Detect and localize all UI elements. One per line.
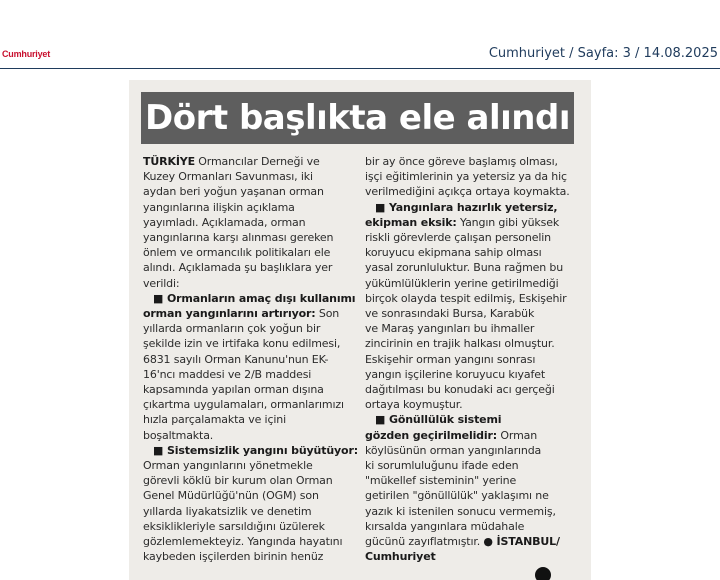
text-line <box>143 367 365 382</box>
bold-lead: Sistemsizlik yangını büyütüyor: <box>166 443 358 457</box>
article-headline: Dört başlıkta ele alındı <box>145 98 570 138</box>
bullet-square: ■ <box>375 413 389 427</box>
text-line <box>365 245 578 260</box>
text-line <box>143 169 365 184</box>
ink-blot-mark <box>535 567 551 580</box>
text-line <box>143 382 365 397</box>
body-text: yangın işçilerine koruyucu kıyafet <box>365 367 545 381</box>
body-text: yükümlülüklerin yerine getirilmediği <box>365 276 559 290</box>
text-line <box>365 549 578 564</box>
text-line <box>365 184 578 199</box>
body-text: Kuzey Ormanları Savunması, iki <box>143 170 313 184</box>
bold-lead: Ormanların amaç dışı kullanımı <box>166 291 356 305</box>
body-text: riskli görevlerde çalışan personelin <box>365 231 551 245</box>
body-text: yazık ki istenilen sonucu vermemiş, <box>365 504 556 518</box>
body-text: ki sorumluluğunu ifade eden <box>365 459 519 473</box>
text-line <box>143 260 365 275</box>
byline: ● İSTANBUL/ <box>483 535 560 549</box>
body-text: kaybeden işçilerden birinin henüz <box>143 550 324 564</box>
text-line <box>365 367 578 382</box>
text-line <box>365 306 578 321</box>
text-line <box>143 397 365 412</box>
text-line <box>143 321 365 336</box>
header-divider <box>0 68 720 69</box>
text-line <box>365 336 578 351</box>
body-text: kırsalda yangınlara müdahale <box>365 519 525 533</box>
text-line <box>365 397 578 412</box>
body-text: yıllarda liyakatsizlik ve denetim <box>143 504 312 518</box>
body-text: görevli köklü bir kurum olan Orman <box>143 474 333 488</box>
text-line <box>365 488 578 503</box>
source-line: Cumhuriyet / Sayfa: 3 / 14.08.2025 <box>488 46 718 61</box>
body-text: verildi: <box>143 276 180 290</box>
text-line <box>143 230 365 245</box>
body-text: çıkartma uygulamaları, ormanlarımızı <box>143 398 344 412</box>
body-text: yasal zorunluluktur. Buna rağmen bu <box>365 261 564 275</box>
text-line <box>143 154 365 169</box>
headline-banner <box>141 92 574 144</box>
body-text: dağıtılması bu konudaki acı gerçeği <box>365 383 555 397</box>
body-text: Orman <box>497 428 538 442</box>
body-text: yangınlarına ilişkin açıklama <box>143 200 295 214</box>
text-line <box>365 534 578 549</box>
bullet-square: ■ <box>153 443 167 457</box>
text-line <box>143 458 365 473</box>
text-line <box>143 336 365 351</box>
body-text: Orman yangınlarını yönetmekle <box>143 459 313 473</box>
body-text: zincirinin en trajik halkası olmuştur. <box>365 337 555 351</box>
body-text: Eskişehir orman yangını sonrası <box>365 352 536 366</box>
text-line <box>143 519 365 534</box>
text-line <box>365 504 578 519</box>
body-text: yangınlarına karşı alınması gereken <box>143 231 334 245</box>
text-line <box>365 443 578 458</box>
body-text: Ormancılar Derneği ve <box>194 155 320 168</box>
text-line <box>365 215 578 230</box>
bold-lead: Yangınlara hazırlık yetersiz, <box>388 200 558 214</box>
text-line <box>365 428 578 443</box>
text-line <box>365 412 578 427</box>
text-line <box>365 519 578 534</box>
body-text: ortaya koymuştur. <box>365 398 463 412</box>
body-text: şekilde izin ve irtifaka konu edilmesi, <box>143 337 341 351</box>
text-line <box>143 412 365 427</box>
text-line <box>365 260 578 275</box>
page-header <box>0 0 720 70</box>
text-line <box>365 276 578 291</box>
text-line <box>365 473 578 488</box>
bold-lead: gözden geçirilmelidir: <box>365 428 498 442</box>
body-text: ve Maraş yangınları bu ihmaller <box>365 322 535 336</box>
text-line <box>143 291 365 306</box>
body-text: alındı. Açıklamada şu başlıklara yer <box>143 261 333 275</box>
text-line <box>365 291 578 306</box>
body-text: ve sonrasındaki Bursa, Karabük <box>365 307 535 321</box>
text-line <box>143 276 365 291</box>
body-text: işçi eğitimlerinin ya yetersiz ya da hiç <box>365 170 567 184</box>
body-text: Yangın gibi yüksek <box>456 215 560 229</box>
body-text: köylüsünün orman yangınlarında <box>365 443 542 457</box>
article-column-right <box>365 154 578 564</box>
text-line <box>365 230 578 245</box>
text-line <box>365 458 578 473</box>
bold-lead: Gönüllülük sistemi <box>388 413 502 427</box>
bold-lead: orman yangınlarını artırıyor: <box>143 307 316 321</box>
text-line <box>143 200 365 215</box>
text-line <box>143 473 365 488</box>
body-text: bir ay önce göreve başlamış olması, <box>365 155 558 168</box>
article-column-left <box>143 154 365 564</box>
body-text: Genel Müdürlüğü'nün (OGM) son <box>143 489 319 503</box>
text-line <box>365 321 578 336</box>
body-text: önlem ve ormancılık politikaları ele <box>143 246 331 260</box>
text-line <box>143 443 365 458</box>
body-text: 16'ncı maddesi ve 2/B maddesi <box>143 367 312 381</box>
body-text: getirilen "gönüllülük" yaklaşımı ne <box>365 489 549 503</box>
body-text: gözlemlemekteyiz. Yangında hayatını <box>143 535 343 549</box>
body-text: koruyucu ekipmana sahip olması <box>365 246 542 260</box>
body-text: kapsamında yapılan orman dışına <box>143 383 324 397</box>
text-line <box>143 245 365 260</box>
bold-lead: Cumhuriyet <box>365 550 436 564</box>
bold-lead: TÜRKİYE <box>143 155 195 168</box>
body-text: gücünü zayıflatmıştır. <box>365 535 484 549</box>
bullet-square: ■ <box>375 200 389 214</box>
text-line <box>143 306 365 321</box>
body-text: hızla parçalamakta ve içini <box>143 413 286 427</box>
newspaper-clipping <box>129 80 591 580</box>
body-text: Son <box>315 307 340 321</box>
body-text: eksiklikleriyle sarsıldığını üzülerek <box>143 519 325 533</box>
body-text: boşaltmakta. <box>143 428 214 442</box>
text-line <box>143 215 365 230</box>
text-line <box>143 352 365 367</box>
text-line <box>143 549 365 564</box>
text-line <box>143 488 365 503</box>
text-line <box>365 352 578 367</box>
newspaper-logo: Cumhuriyet <box>2 49 51 59</box>
body-text: "mükellef sisteminin" yerine <box>365 474 517 488</box>
text-line <box>143 184 365 199</box>
bold-lead: ekipman eksik: <box>365 215 457 229</box>
text-line <box>143 534 365 549</box>
body-text: 6831 sayılı Orman Kanunu'nun EK- <box>143 352 329 366</box>
body-text: verilmediğini açıkça ortaya koymakta. <box>365 185 570 199</box>
body-text: yıllarda ormanların çok yoğun bir <box>143 322 321 336</box>
body-text: yayımladı. Açıklamada, orman <box>143 215 306 229</box>
text-line <box>365 200 578 215</box>
text-line <box>365 382 578 397</box>
text-line <box>143 428 365 443</box>
text-line <box>143 504 365 519</box>
body-text: birçok olayda tespit edilmiş, Eskişehir <box>365 291 567 305</box>
body-text: aydan beri yoğun yaşanan orman <box>143 185 324 199</box>
text-line <box>365 169 578 184</box>
bullet-square: ■ <box>153 291 167 305</box>
text-line <box>365 154 578 169</box>
